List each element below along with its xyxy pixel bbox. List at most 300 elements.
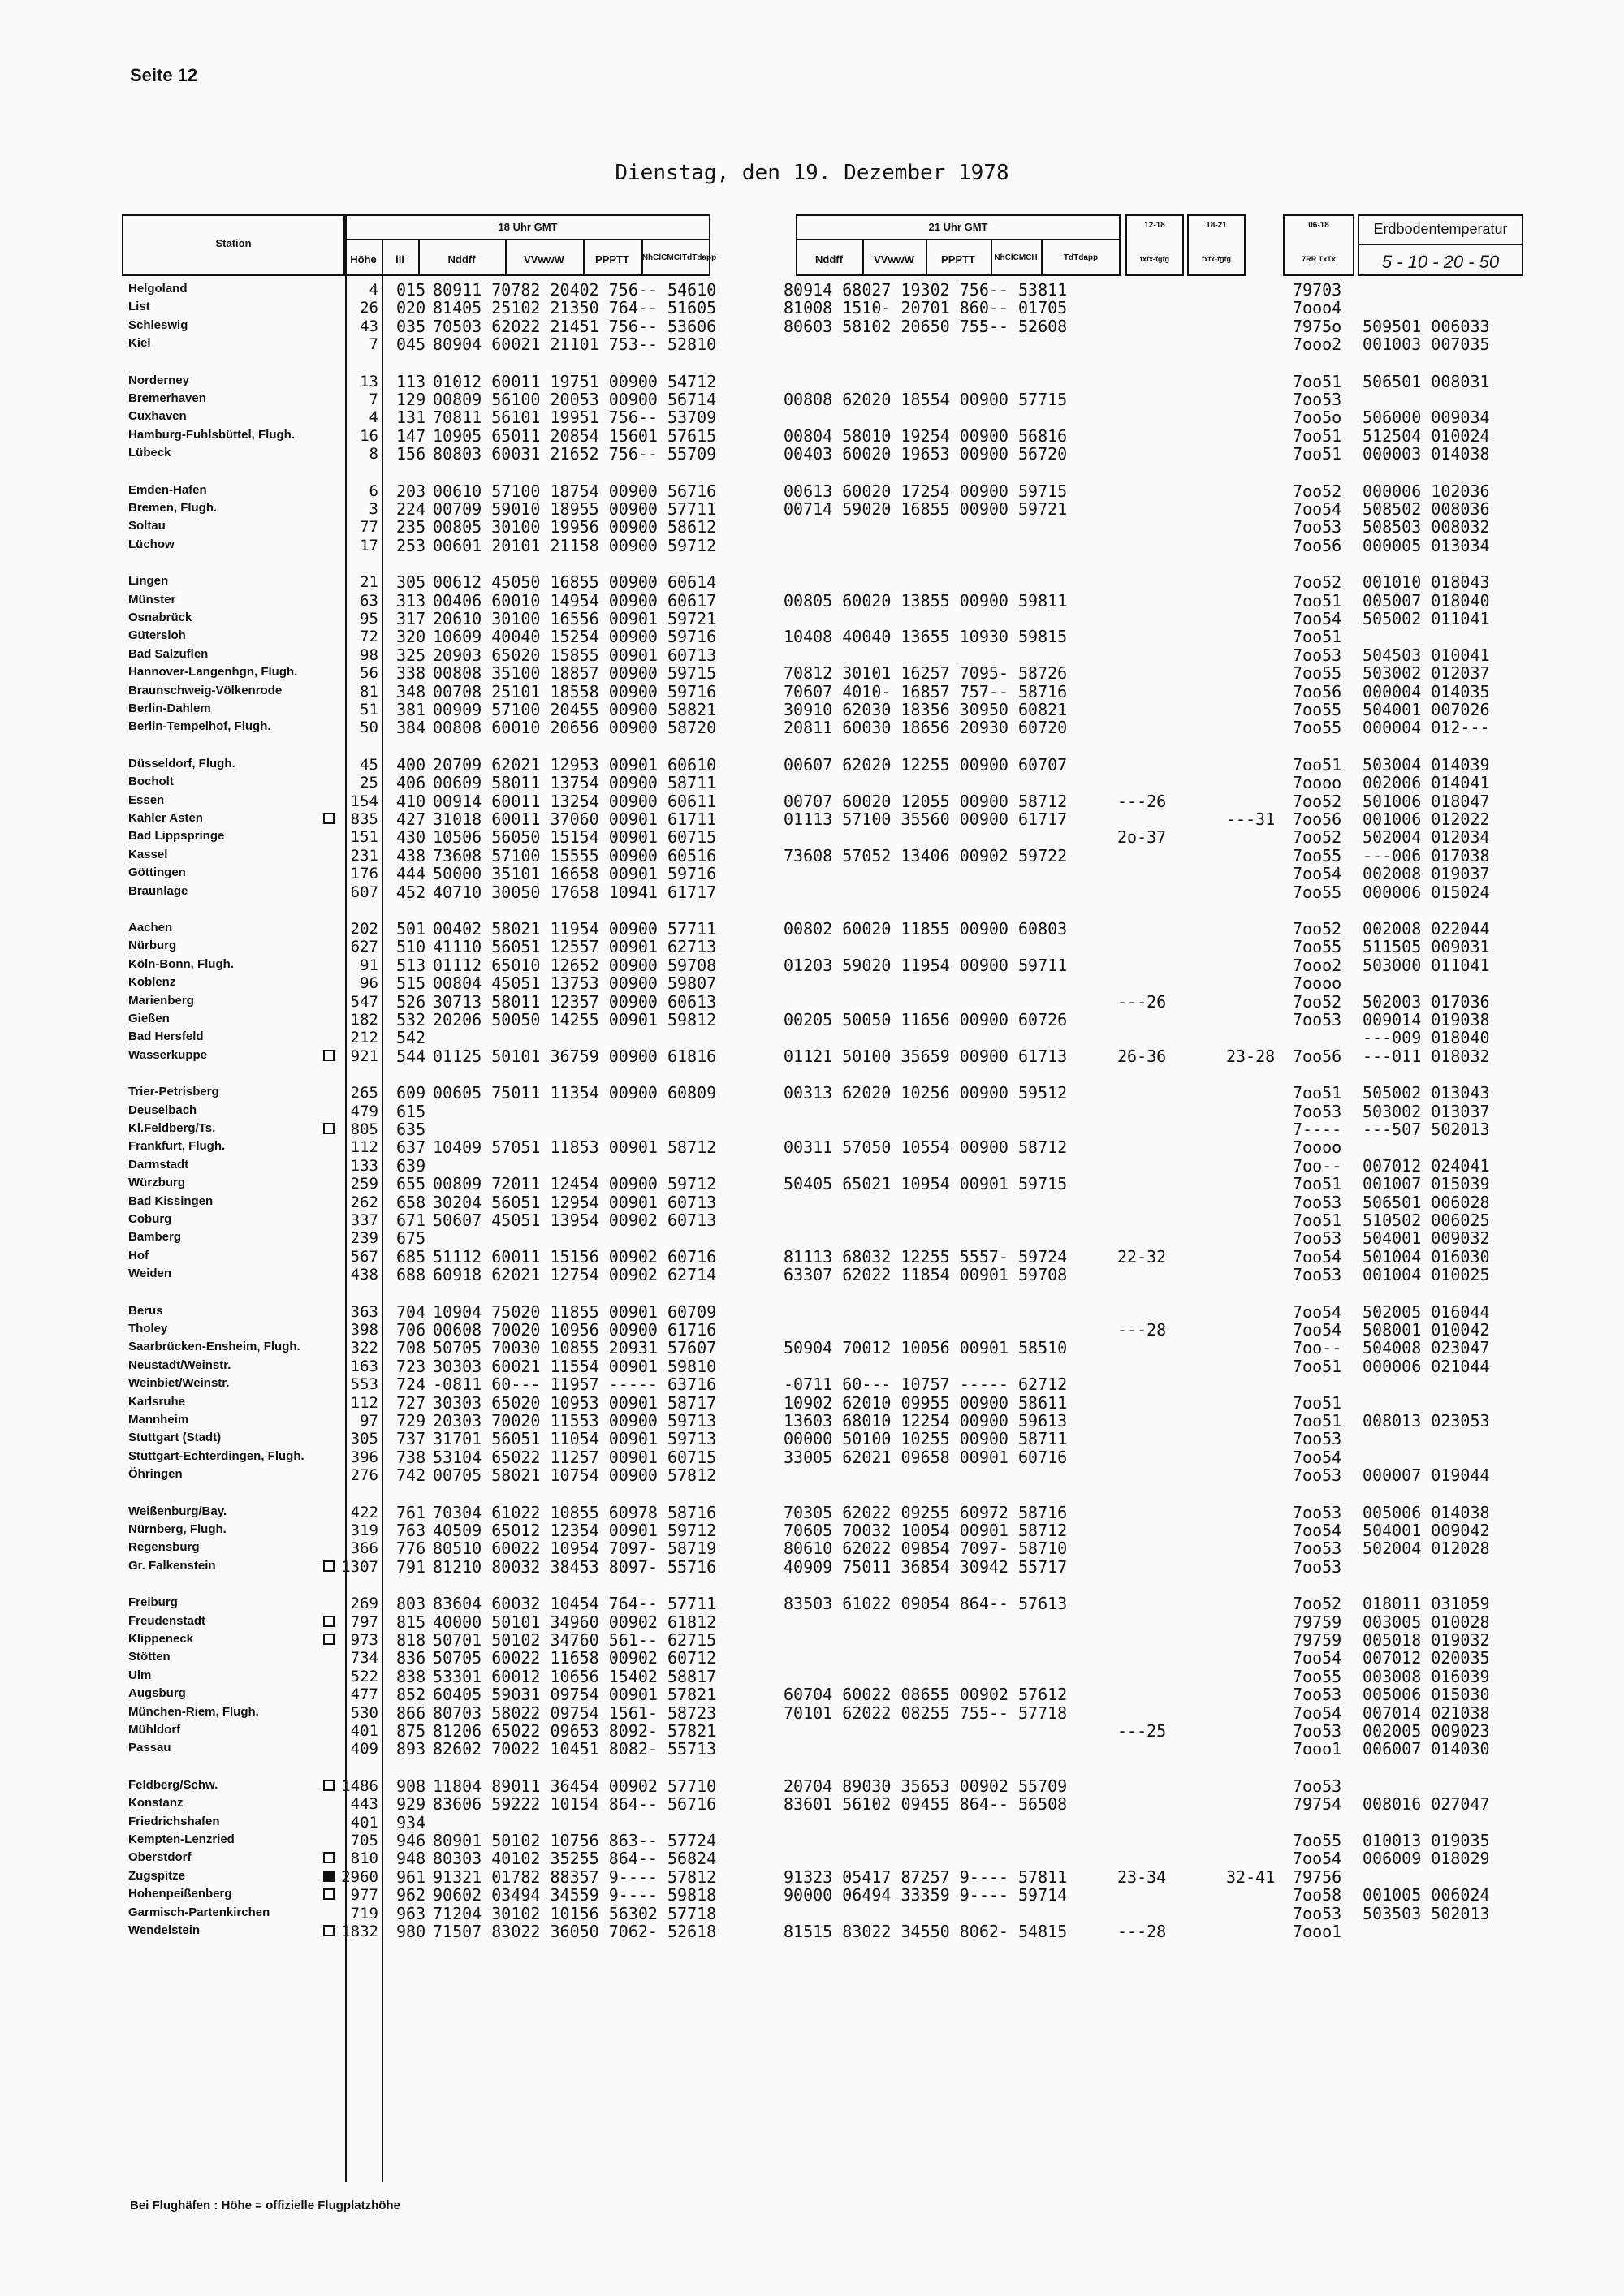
h: 477	[350, 1685, 378, 1704]
e: 7oo51	[1293, 1392, 1342, 1413]
h: 96	[360, 974, 378, 993]
h: 112	[350, 1138, 378, 1157]
page-number: Seite 12	[130, 65, 198, 85]
station: Lüchow	[128, 537, 175, 551]
e: 7oooo	[1293, 773, 1342, 793]
h: 409	[350, 1740, 378, 1759]
f: 001007 015039	[1363, 1174, 1490, 1194]
b: 00607 62020 12255 00900 60707	[784, 754, 1068, 775]
h: 112	[350, 1393, 378, 1412]
e: 7oo52	[1293, 1594, 1342, 1614]
iii: 532	[396, 1010, 426, 1029]
iii: 639	[396, 1155, 426, 1176]
station: Berlin-Tempelhof, Flugh.	[128, 719, 271, 734]
iii: 035	[396, 316, 426, 336]
a: 10905 65011 20854 15601 57615	[433, 425, 717, 446]
iii: 658	[396, 1192, 426, 1212]
station: Hannover-Langenhgn, Flugh.	[128, 665, 298, 680]
a: 00605 75011 11354 00900 60809	[433, 1083, 717, 1103]
iii: 338	[396, 663, 426, 684]
a: 31701 56051 11054 00901 59713	[433, 1429, 717, 1449]
a: 01112 65010 12652 00900 59708	[433, 955, 717, 975]
a: 00808 35100 18857 00900 59715	[433, 663, 717, 684]
table-row	[0, 1868, 1624, 1886]
station: Mühldorf	[128, 1723, 181, 1737]
col-nh-21: NhClCMCH	[994, 253, 1038, 262]
station: Kassel	[128, 847, 168, 861]
h: 133	[350, 1156, 378, 1175]
f: ---006 017038	[1363, 845, 1490, 865]
a: 20709 62021 12953 00901 60610	[433, 754, 717, 775]
e: 7oooo	[1293, 1137, 1342, 1158]
table-row	[0, 1668, 1624, 1685]
iii: 203	[396, 481, 426, 501]
b: 80603 58102 20650 755-- 52608	[784, 316, 1068, 336]
table-row	[0, 1539, 1624, 1557]
a: 00608 70020 10956 00900 61716	[433, 1320, 717, 1340]
iii: 452	[396, 882, 426, 902]
station: Nürnberg, Flugh.	[128, 1522, 227, 1536]
e: 7oo--	[1293, 1155, 1342, 1176]
f: 501004 016030	[1363, 1246, 1490, 1267]
d: 23-28	[1226, 1046, 1276, 1066]
station: Koblenz	[128, 975, 176, 990]
a: 70811 56101 19951 756-- 53709	[433, 408, 717, 428]
col-ppptt-21: PPPTT	[941, 253, 975, 265]
a: 70304 61022 10855 60978 58716	[433, 1502, 717, 1522]
f: 509501 006033	[1363, 316, 1490, 336]
b: 00805 60020 13855 00900 59811	[784, 590, 1068, 611]
b: 00808 62020 18554 00900 57715	[784, 390, 1068, 409]
a: 50705 70030 10855 20931 57607	[433, 1338, 717, 1358]
a: 80901 50102 10756 863-- 57724	[433, 1831, 717, 1850]
iii: 544	[396, 1046, 426, 1066]
h: 305	[350, 1430, 378, 1448]
a: 00609 58011 13754 00900 58711	[433, 773, 717, 793]
a: 81405 25102 21350 764-- 51605	[433, 298, 717, 318]
a: 00610 57100 18754 00900 56716	[433, 481, 717, 501]
table-row	[0, 646, 1624, 664]
h: 734	[350, 1649, 378, 1668]
h: 553	[350, 1375, 378, 1394]
f: 504001 009042	[1363, 1521, 1490, 1540]
h: 51	[360, 701, 378, 719]
table-row	[0, 281, 1624, 299]
station: Soltau	[128, 519, 166, 533]
iii: 742	[396, 1465, 426, 1486]
e: 7oo54	[1293, 1703, 1342, 1723]
soil-depths: 5 - 10 - 20 - 50	[1381, 252, 1500, 272]
a: 00805 30100 19956 00900 58612	[433, 517, 717, 537]
iii: 615	[396, 1101, 426, 1121]
range1-label: 12-18	[1144, 221, 1165, 230]
station: München-Riem, Flugh.	[128, 1704, 259, 1719]
h: 977	[350, 1886, 378, 1905]
table-row	[0, 828, 1624, 846]
f: 506501 006028	[1363, 1192, 1490, 1212]
iii: 542	[396, 1028, 426, 1048]
iii: 235	[396, 517, 426, 537]
e: 7oo53	[1293, 645, 1342, 665]
f: 002005 009023	[1363, 1721, 1490, 1741]
a: 01012 60011 19751 00900 54712	[433, 371, 717, 391]
iii: 131	[396, 408, 426, 428]
e: 7oo54	[1293, 1849, 1342, 1869]
iii: 738	[396, 1447, 426, 1467]
b: 13603 68010 12254 00900 59613	[784, 1411, 1068, 1431]
e: 7975o	[1293, 316, 1342, 336]
table-row	[0, 938, 1624, 956]
f: 503503 502013	[1363, 1903, 1490, 1923]
table-row	[0, 883, 1624, 901]
iii: 510	[396, 937, 426, 957]
h: 151	[350, 828, 378, 847]
iii: 852	[396, 1685, 426, 1705]
iii: 761	[396, 1502, 426, 1522]
station: Bremen, Flugh.	[128, 501, 218, 515]
a: 11804 89011 36454 00902 57710	[433, 1776, 717, 1796]
iii: 708	[396, 1338, 426, 1358]
iii: 706	[396, 1320, 426, 1340]
table-row	[0, 1595, 1624, 1612]
station: Marienberg	[128, 993, 194, 1008]
table-row	[0, 299, 1624, 317]
f: 502005 016044	[1363, 1301, 1490, 1322]
b: 81008 1510- 20701 860-- 01705	[784, 298, 1068, 318]
h: 16	[360, 426, 378, 445]
station: Klippeneck	[128, 1632, 194, 1646]
h: 705	[350, 1832, 378, 1849]
h: 363	[350, 1302, 378, 1321]
a: 81210 80032 38453 8097- 55716	[433, 1556, 717, 1577]
e: 7oo51	[1293, 1411, 1342, 1431]
e: 7ooo2	[1293, 334, 1342, 355]
a: 50701 50102 34760 561-- 62715	[433, 1630, 717, 1650]
table-row	[0, 610, 1624, 628]
f: 003008 016039	[1363, 1666, 1490, 1686]
station: Bremerhaven	[128, 391, 206, 405]
table-row	[0, 1029, 1624, 1047]
iii: 671	[396, 1211, 426, 1230]
b: -0711 60--- 10757 ----- 62712	[784, 1375, 1068, 1395]
iii: 325	[396, 645, 426, 665]
table-row	[0, 1777, 1624, 1795]
a: 40000 50101 34960 00902 61812	[433, 1612, 717, 1632]
station: Berus	[128, 1303, 163, 1318]
e: 7oo54	[1293, 609, 1342, 628]
e: 7oo55	[1293, 845, 1342, 865]
h: 7	[369, 335, 378, 354]
station: Nürburg	[128, 939, 177, 953]
h: 6	[369, 481, 378, 500]
b: 00613 60020 17254 00900 59715	[784, 481, 1068, 501]
b: 00707 60020 12055 00900 58712	[784, 791, 1068, 811]
iii: 430	[396, 827, 426, 848]
table-row	[0, 1120, 1624, 1138]
a: 01125 50101 36759 00900 61816	[433, 1046, 717, 1066]
station: Öhringen	[128, 1467, 183, 1482]
h: 921	[350, 1047, 378, 1065]
iii: 609	[396, 1083, 426, 1103]
iii: 685	[396, 1246, 426, 1267]
a: 30204 56051 12954 00901 60713	[433, 1192, 717, 1212]
h: 26	[360, 299, 378, 317]
table-row	[0, 335, 1624, 353]
group18-divider	[345, 239, 710, 240]
e: 7oo51	[1293, 444, 1342, 464]
station: Stuttgart (Stadt)	[128, 1431, 222, 1445]
soil-label: Erdbodentemperatur	[1373, 221, 1508, 237]
b: 00403 60020 19653 00900 56720	[784, 444, 1068, 464]
h: 7	[369, 391, 378, 408]
d: ---31	[1226, 809, 1276, 829]
e: 7oo52	[1293, 572, 1342, 593]
station: Cuxhaven	[128, 409, 187, 424]
f: 018011 031059	[1363, 1594, 1490, 1614]
b: 33005 62021 09658 00901 60716	[784, 1447, 1068, 1467]
e: 7oo56	[1293, 681, 1342, 701]
table-row	[0, 956, 1624, 974]
h: 1307	[341, 1557, 378, 1576]
iii: 156	[396, 444, 426, 464]
table-row	[0, 1430, 1624, 1448]
h: 627	[350, 938, 378, 956]
table-row	[0, 1905, 1624, 1923]
e: 7oo53	[1293, 1265, 1342, 1285]
range1-sub: fxfx-fgfg	[1140, 255, 1169, 263]
c: 22-32	[1117, 1246, 1167, 1267]
a: 80911 70782 20402 756-- 54610	[433, 280, 717, 300]
b: 81515 83022 34550 8062- 54815	[784, 1922, 1068, 1941]
iii: 980	[396, 1922, 426, 1941]
iii: 526	[396, 991, 426, 1012]
c: 2o-37	[1117, 827, 1167, 848]
a: 83606 59222 10154 864-- 56716	[433, 1794, 717, 1815]
station: Münster	[128, 592, 176, 606]
col-nh: NhClCMCH	[641, 253, 686, 262]
table-row	[0, 1849, 1624, 1867]
station: Köln-Bonn, Flugh.	[128, 956, 234, 971]
h: 81	[360, 682, 378, 701]
a: 50705 60022 11658 00902 60712	[433, 1648, 717, 1668]
e: 7oo5o	[1293, 408, 1342, 428]
table-row	[0, 974, 1624, 992]
h: 17	[360, 536, 378, 555]
col-vvwww: VVwwW	[524, 253, 564, 265]
iii: 776	[396, 1539, 426, 1559]
f: 505002 011041	[1363, 609, 1490, 628]
iii: 963	[396, 1903, 426, 1923]
col-vvwww-21: VVwwW	[874, 253, 914, 265]
f: ---011 018032	[1363, 1046, 1490, 1066]
table-row	[0, 1504, 1624, 1521]
station: Lübeck	[128, 446, 171, 460]
b: 00000 50100 10255 00900 58711	[784, 1429, 1068, 1449]
station: Mannheim	[128, 1413, 189, 1426]
f: 508001 010042	[1363, 1320, 1490, 1340]
station: Bad Lippspringe	[128, 829, 225, 844]
b: 40909 75011 36854 30942 55717	[784, 1556, 1068, 1577]
table-row	[0, 1321, 1624, 1339]
h: 269	[350, 1595, 378, 1613]
table-row	[0, 719, 1624, 736]
h: 45	[360, 755, 378, 774]
table-row	[0, 701, 1624, 719]
a: -0811 60--- 11957 ----- 63716	[433, 1375, 717, 1395]
f: 508502 008036	[1363, 499, 1490, 519]
a: 82602 70022 10451 8082- 55713	[433, 1739, 717, 1759]
table-row	[0, 1886, 1624, 1904]
h: 50	[360, 719, 378, 737]
iii: 688	[396, 1265, 426, 1285]
h: 530	[350, 1703, 378, 1722]
table-row	[0, 518, 1624, 536]
a: 71204 30102 10156 56302 57718	[433, 1903, 717, 1923]
iii: 381	[396, 700, 426, 719]
f: 503004 014039	[1363, 754, 1490, 775]
h: 805	[350, 1120, 378, 1138]
table-row	[0, 1266, 1624, 1284]
iii: 875	[396, 1721, 426, 1741]
station: Braunschweig-Völkenrode	[128, 683, 283, 697]
a: 31018 60011 37060 00901 61711	[433, 809, 717, 829]
a: 80904 60021 21101 753-- 52810	[433, 334, 717, 355]
station: Trier-Petrisberg	[128, 1085, 219, 1099]
h: 567	[350, 1247, 378, 1266]
a: 00809 56100 20053 00900 56714	[433, 390, 717, 409]
iii: 727	[396, 1392, 426, 1413]
h: 401	[350, 1813, 378, 1832]
h: 56	[360, 664, 378, 683]
a: 10409 57051 11853 00901 58712	[433, 1137, 717, 1158]
h: 202	[350, 920, 378, 938]
e: 7oo58	[1293, 1885, 1342, 1905]
b: 10902 62010 09955 00900 58611	[784, 1392, 1068, 1413]
f: 005018 019032	[1363, 1630, 1490, 1650]
footnote: Bei Flughäfen : Höhe = offizielle Flugplatzhöhe	[130, 2199, 400, 2212]
e: 7oo53	[1293, 1010, 1342, 1029]
b: 70101 62022 08255 755-- 57718	[784, 1703, 1068, 1723]
e: 7oo56	[1293, 809, 1342, 829]
table-row	[0, 1303, 1624, 1321]
a: 83604 60032 10454 764-- 57711	[433, 1594, 717, 1614]
f: 001006 012022	[1363, 809, 1490, 829]
h: 231	[350, 846, 378, 865]
station: Feldberg/Schw.	[128, 1777, 218, 1792]
f: 007014 021038	[1363, 1703, 1490, 1723]
table-row	[0, 1011, 1624, 1029]
table-row	[0, 1357, 1624, 1375]
f: 002008 022044	[1363, 919, 1490, 939]
e: 7oo54	[1293, 1246, 1342, 1267]
f: ---009 018040	[1363, 1028, 1490, 1048]
station: Augsburg	[128, 1686, 186, 1701]
iii: 147	[396, 425, 426, 446]
b: 83601 56102 09455 864-- 56508	[784, 1794, 1068, 1815]
table-row	[0, 1558, 1624, 1576]
table-row	[0, 1084, 1624, 1102]
table-row	[0, 1613, 1624, 1631]
a: 00612 45050 16855 00900 60614	[433, 572, 717, 593]
a: 60918 62021 12754 00902 62714	[433, 1265, 717, 1285]
e: 7oo51	[1293, 590, 1342, 611]
station: Gießen	[128, 1012, 170, 1025]
e: 7oo54	[1293, 864, 1342, 884]
station: Lingen	[128, 574, 169, 589]
b: 10408 40040 13655 10930 59815	[784, 627, 1068, 647]
b: 81113 68032 12255 5557- 59724	[784, 1246, 1068, 1267]
b: 50904 70012 10056 00901 58510	[784, 1338, 1068, 1358]
f: 506000 009034	[1363, 408, 1490, 428]
table-row	[0, 683, 1624, 701]
e: 7oo51	[1293, 425, 1342, 446]
h: 2960	[341, 1867, 378, 1886]
iii: 406	[396, 773, 426, 793]
a: 30303 65020 10953 00901 58717	[433, 1392, 717, 1413]
f: 001004 010025	[1363, 1265, 1490, 1285]
h: 973	[350, 1631, 378, 1649]
table-row	[0, 1795, 1624, 1813]
h: 72	[360, 628, 378, 646]
table-row	[0, 1394, 1624, 1412]
b: 80914 68027 19302 756-- 53811	[784, 280, 1068, 300]
h: 43	[360, 317, 378, 335]
e: 7oo52	[1293, 919, 1342, 939]
station: Darmstadt	[128, 1157, 189, 1172]
station: Stuttgart-Echterdingen, Flugh.	[128, 1448, 304, 1463]
a: 00804 45051 13753 00900 59807	[433, 973, 717, 994]
iii: 929	[396, 1794, 426, 1815]
f: 505002 013043	[1363, 1083, 1490, 1103]
a: 10609 40040 15254 00900 59716	[433, 627, 717, 647]
range2-sub: fxfx-fgfg	[1202, 255, 1231, 263]
station: Gr. Falkenstein	[128, 1558, 216, 1573]
b: 01113 57100 35560 00900 61717	[784, 809, 1068, 829]
station: Tholey	[128, 1322, 168, 1336]
iii: 737	[396, 1429, 426, 1449]
station: Coburg	[128, 1212, 172, 1226]
f: 005006 015030	[1363, 1685, 1490, 1705]
station: Kiel	[128, 336, 151, 351]
a: 60405 59031 09754 00901 57821	[433, 1685, 717, 1705]
station: Bamberg	[128, 1230, 182, 1245]
a: 20206 50050 14255 00901 59812	[433, 1010, 717, 1029]
b: 01203 59020 11954 00900 59711	[784, 955, 1068, 975]
col-iii: iii	[395, 253, 404, 265]
iii: 729	[396, 1411, 426, 1431]
h: 607	[350, 883, 378, 901]
f: 002006 014041	[1363, 773, 1490, 793]
table-row	[0, 1412, 1624, 1430]
table-row	[0, 391, 1624, 408]
iii: 791	[396, 1556, 426, 1577]
iii: 400	[396, 754, 426, 775]
col-tdtd-21: TdTdapp	[1063, 253, 1099, 262]
table-row	[0, 920, 1624, 938]
station: Kahler Asten	[128, 811, 203, 825]
iii: 513	[396, 955, 426, 975]
b: 73608 57052 13406 00902 59722	[784, 845, 1068, 865]
e: 7oo54	[1293, 1320, 1342, 1340]
col-ppptt: PPPTT	[595, 253, 629, 265]
station: Wasserkuppe	[128, 1047, 207, 1062]
e: 7oo51	[1293, 754, 1342, 775]
h: 262	[350, 1193, 378, 1211]
h: 4	[369, 281, 378, 299]
station: Passau	[128, 1741, 171, 1755]
f: 504001 009032	[1363, 1228, 1490, 1249]
table-row	[0, 1157, 1624, 1175]
